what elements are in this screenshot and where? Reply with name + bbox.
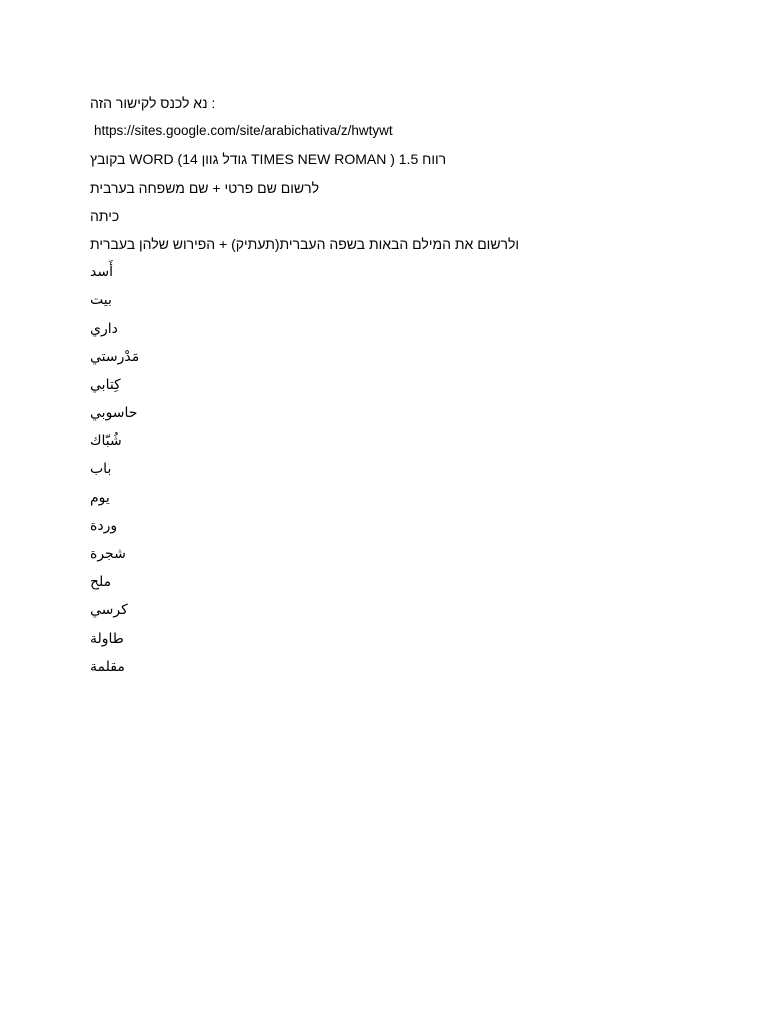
instruction-enter-link: נא לכנס לקישור הזה :: [90, 95, 216, 111]
instruction-write-name: לרשום שם פרטי + שם משפחה בערבית: [90, 179, 320, 196]
vocab-word: بيت: [90, 292, 112, 309]
vocab-word: حاسوبي: [90, 405, 138, 422]
instruction-translate-words: ולרשום את המילם הבאות בשפה העברית(תעתיק) + הפירוש שלהן בעברית: [90, 235, 520, 252]
vocab-word: باب: [90, 461, 112, 478]
vocab-word: شجرة: [90, 546, 126, 562]
vocab-word: كرسي: [90, 602, 128, 619]
vocab-word: طاولة: [90, 630, 124, 647]
vocab-word: داري: [90, 320, 118, 337]
vocab-word: مقلمة: [90, 658, 125, 675]
vocab-word: كِتابي: [90, 376, 121, 393]
document-body: [90, 92, 690, 684]
instruction-format: בקובץ WORD (14 גודל גוון TIMES NEW ROMAN ) 1.5 רווח: [90, 151, 447, 168]
vocab-word: يوم: [90, 489, 110, 506]
instruction-class: כיתה: [90, 207, 120, 224]
vocab-word: مَدْرستي: [90, 348, 140, 365]
vocab-word: أَسد: [90, 264, 113, 281]
assignment-link[interactable]: https://sites.google.com/site/arabichativa/z/hwtywt: [94, 123, 393, 139]
vocab-word: شُبّاك: [90, 433, 122, 450]
vocab-word: ملح: [90, 574, 112, 591]
vocab-word: وردة: [90, 517, 118, 534]
